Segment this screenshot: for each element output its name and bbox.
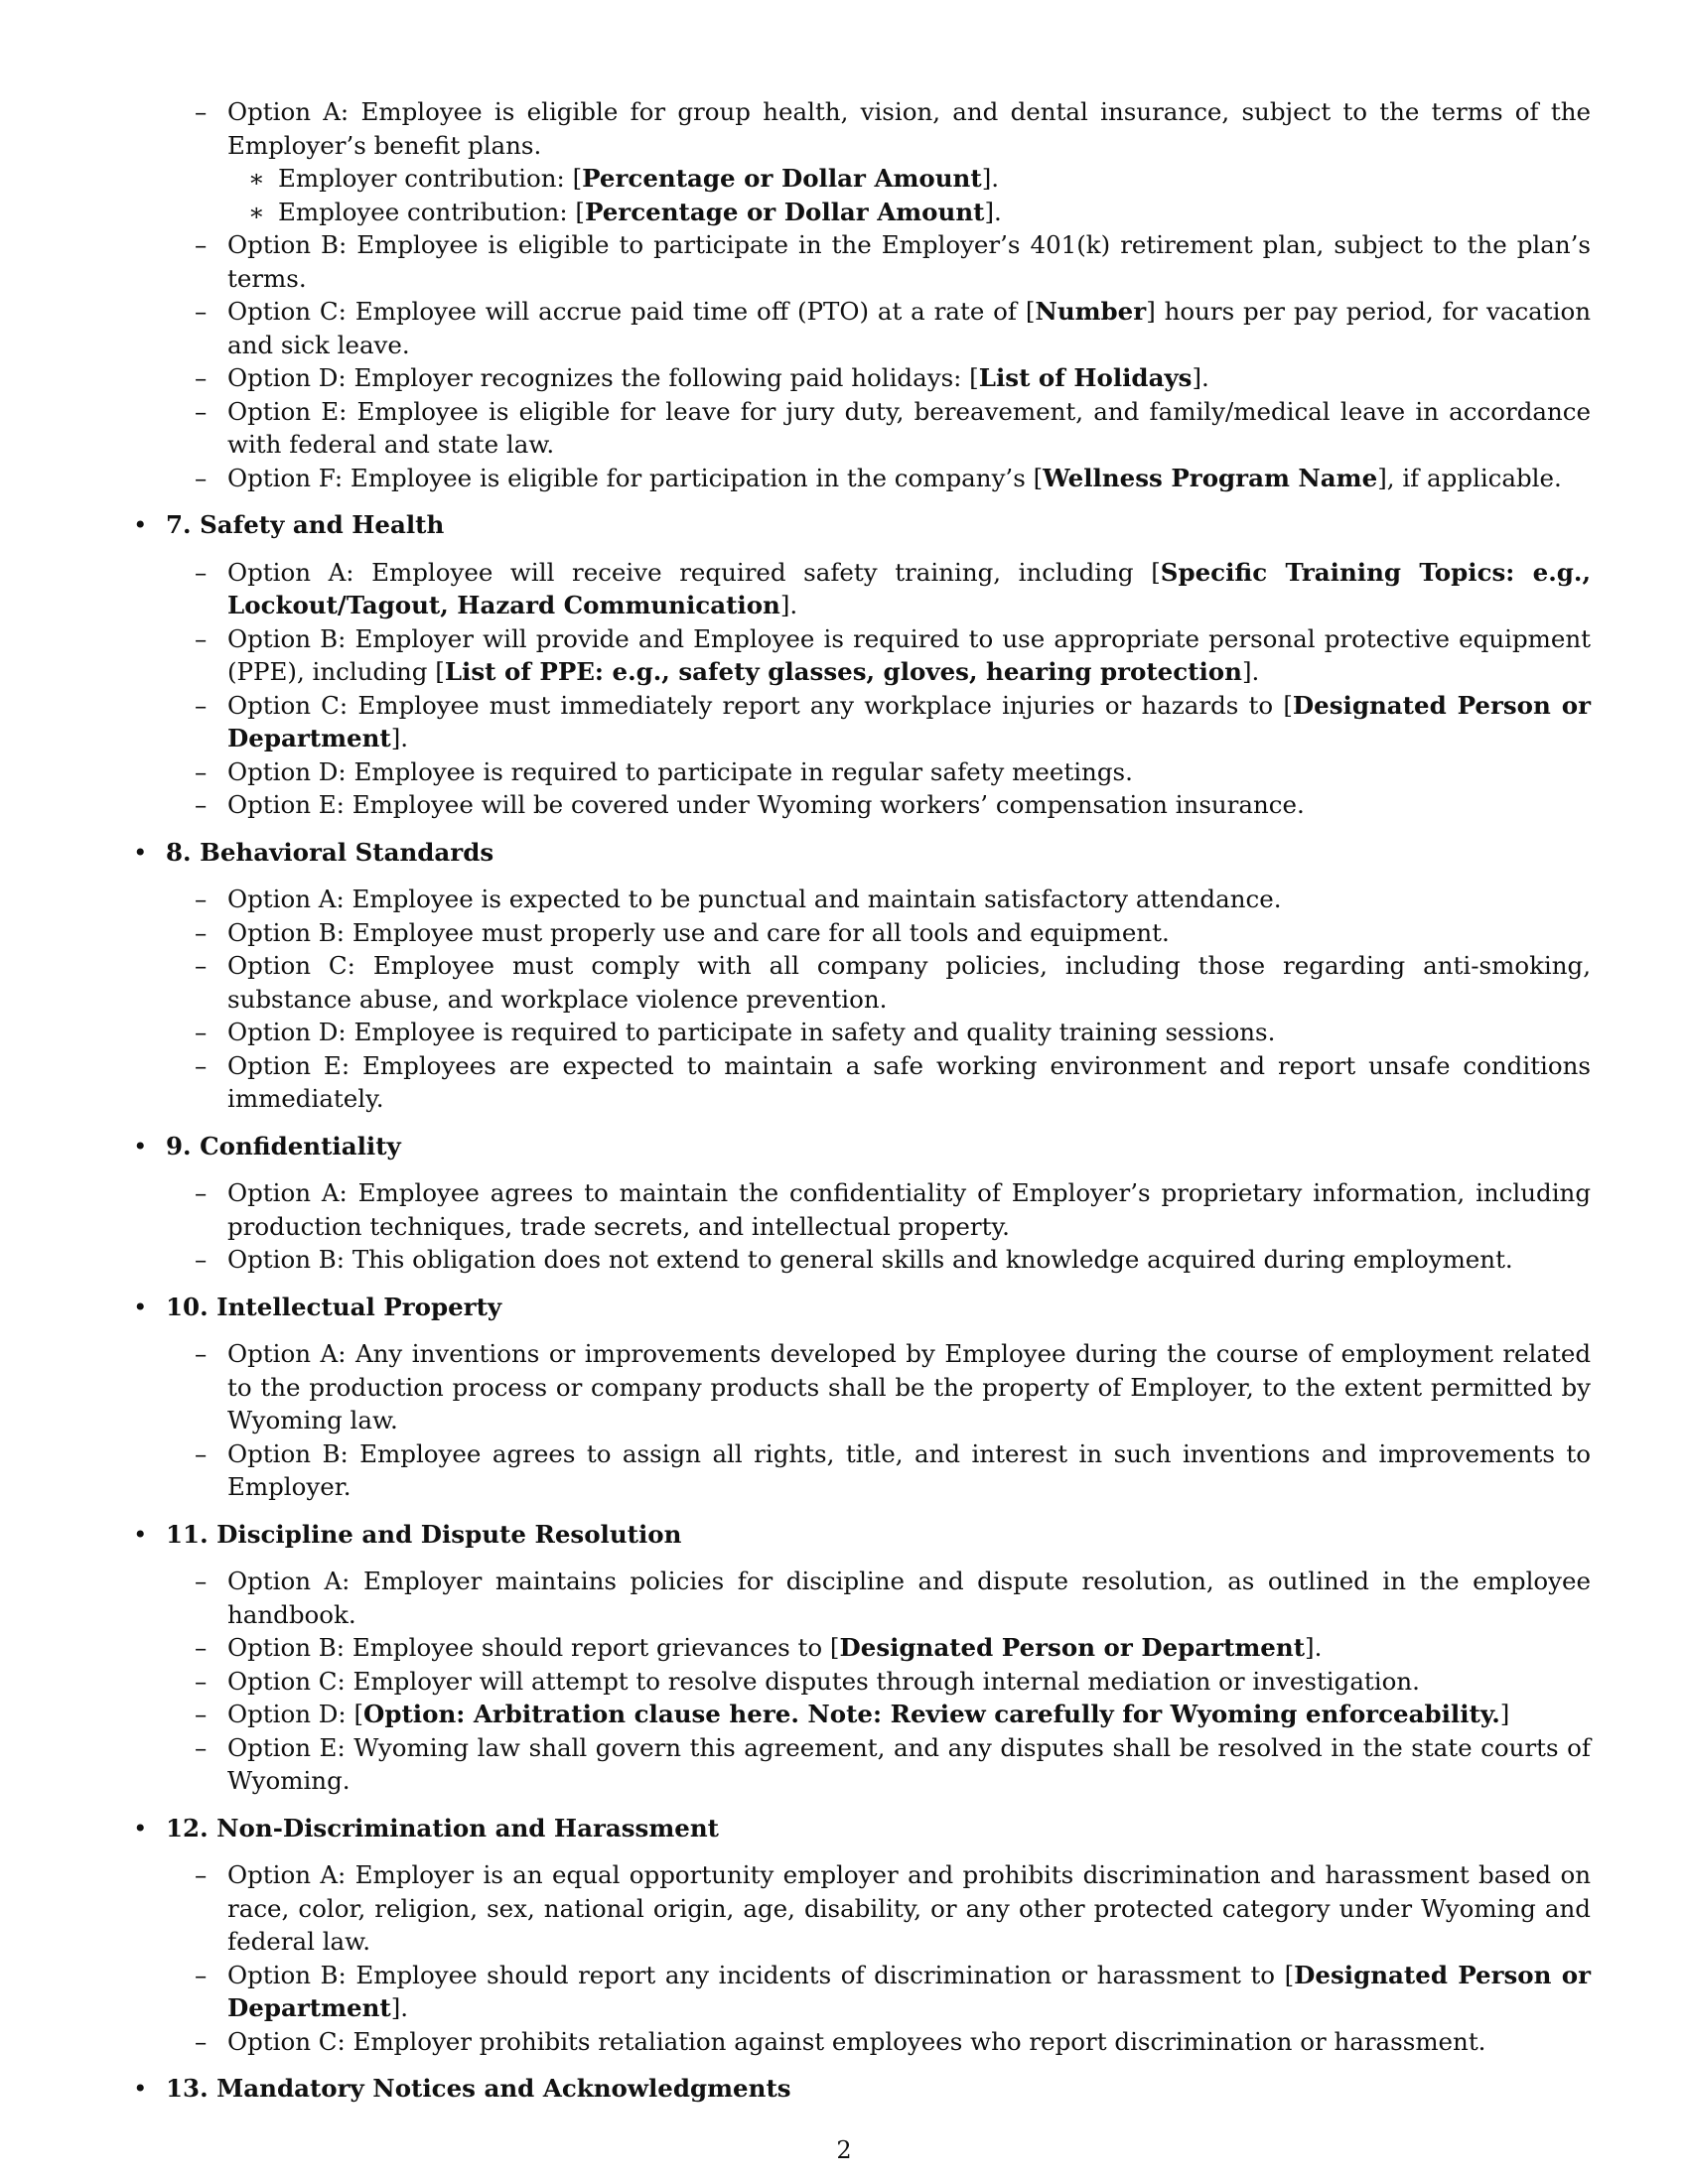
list-item: – Option B: Employee agrees to assign all rights, title, and interest in such inventions and improvements to Employer.	[131, 1437, 1591, 1504]
list-item: – Option C: Employer will attempt to resolve disputes through internal mediation or investigation.	[131, 1665, 1591, 1699]
section-heading: • 10. Intellectual Property	[131, 1291, 1591, 1324]
list-item: – Option B: Employee should report grievances to [Designated Person or Department].	[131, 1631, 1591, 1665]
list-item: – Option B: This obligation does not extend to general skills and knowledge acquired during employment.	[131, 1243, 1591, 1277]
list-item: – Option A: Employer is an equal opportunity employer and prohibits discrimination and harassment based on race, color, religion, sex, national origin, age, disability, or any other protected category under Wyoming and federal law.	[131, 1858, 1591, 1959]
list-item: – Option B: Employer will provide and Employee is required to use appropriate personal protective equipment (PPE), including [List of PPE: e.g., safety glasses, gloves, hearing protection].	[131, 622, 1591, 689]
list-item: – Option A: Employee agrees to maintain the confidentiality of Employer’s proprietary information, including production techniques, trade secrets, and intellectual property.	[131, 1176, 1591, 1243]
list-item: – Option C: Employee will accrue paid time off (PTO) at a rate of [Number] hours per pay period, for vacation and sick leave.	[131, 295, 1591, 361]
section-heading: • 9. Confidentiality	[131, 1130, 1591, 1163]
list-item: – Option B: Employee is eligible to participate in the Employer’s 401(k) retirement plan, subject to the plan’s terms.	[131, 228, 1591, 295]
sub-list-item: ∗ Employee contribution: [Percentage or Dollar Amount].	[131, 196, 1591, 229]
list-item: – Option A: Employee will receive required safety training, including [Specific Training Topics: e.g., Lockout/Tagout, Hazard Communication].	[131, 556, 1591, 622]
list-item: – Option A: Employee is expected to be punctual and maintain satisfactory attendance.	[131, 883, 1591, 916]
list-item: – Option D: Employer recognizes the following paid holidays: [List of Holidays].	[131, 361, 1591, 395]
section-heading: • 8. Behavioral Standards	[131, 836, 1591, 870]
list-item: – Option C: Employee must comply with all company policies, including those regarding anti-smoking, substance abuse, and workplace violence prevention.	[131, 949, 1591, 1016]
section-heading: • 11. Discipline and Dispute Resolution	[131, 1518, 1591, 1552]
document-body	[131, 95, 1591, 2119]
list-item: – Option E: Employee will be covered under Wyoming workers’ compensation insurance.	[131, 788, 1591, 822]
section-heading: • 13. Mandatory Notices and Acknowledgments	[131, 2072, 1591, 2106]
section-heading: • 12. Non-Discrimination and Harassment	[131, 1812, 1591, 1845]
list-item: – Option D: Employee is required to participate in regular safety meetings.	[131, 755, 1591, 789]
list-item: – Option E: Employee is eligible for leave for jury duty, bereavement, and family/medical leave in accordance with federal and state law.	[131, 395, 1591, 462]
list-item: – Option D: Employee is required to participate in safety and quality training sessions.	[131, 1016, 1591, 1049]
list-item: – Option D: [Option: Arbitration clause here. Note: Review carefully for Wyoming enforceability.]	[131, 1698, 1591, 1731]
page-number: 2	[836, 2136, 852, 2164]
list-item: – Option E: Employees are expected to maintain a safe working environment and report unsafe conditions immediately.	[131, 1049, 1591, 1116]
list-item: – Option A: Employee is eligible for group health, vision, and dental insurance, subject to the terms of the Employer’s benefit plans.	[131, 95, 1591, 162]
sub-list	[131, 162, 1591, 228]
list-item: – Option B: Employee must properly use and care for all tools and equipment.	[131, 916, 1591, 950]
list-item: – Option C: Employer prohibits retaliation against employees who report discrimination or harassment.	[131, 2025, 1591, 2059]
list-item: – Option F: Employee is eligible for participation in the company’s [Wellness Program Name], if applicable.	[131, 462, 1591, 495]
list-item: – Option E: Wyoming law shall govern this agreement, and any disputes shall be resolved in the state courts of Wyoming.	[131, 1731, 1591, 1798]
sub-list-item: ∗ Employer contribution: [Percentage or Dollar Amount].	[131, 162, 1591, 196]
list-item: – Option A: Employer maintains policies for discipline and dispute resolution, as outlined in the employee handbook.	[131, 1565, 1591, 1631]
list-item: – Option C: Employee must immediately report any workplace injuries or hazards to [Designated Person or Department].	[131, 689, 1591, 755]
list-item: – Option B: Employee should report any incidents of discrimination or harassment to [Designated Person or Department].	[131, 1959, 1591, 2025]
list-item: – Option A: Any inventions or improvements developed by Employee during the course of employment related to the production process or company products shall be the property of Employer, to the extent permitted by Wyoming law.	[131, 1337, 1591, 1437]
section-heading: • 7. Safety and Health	[131, 508, 1591, 542]
